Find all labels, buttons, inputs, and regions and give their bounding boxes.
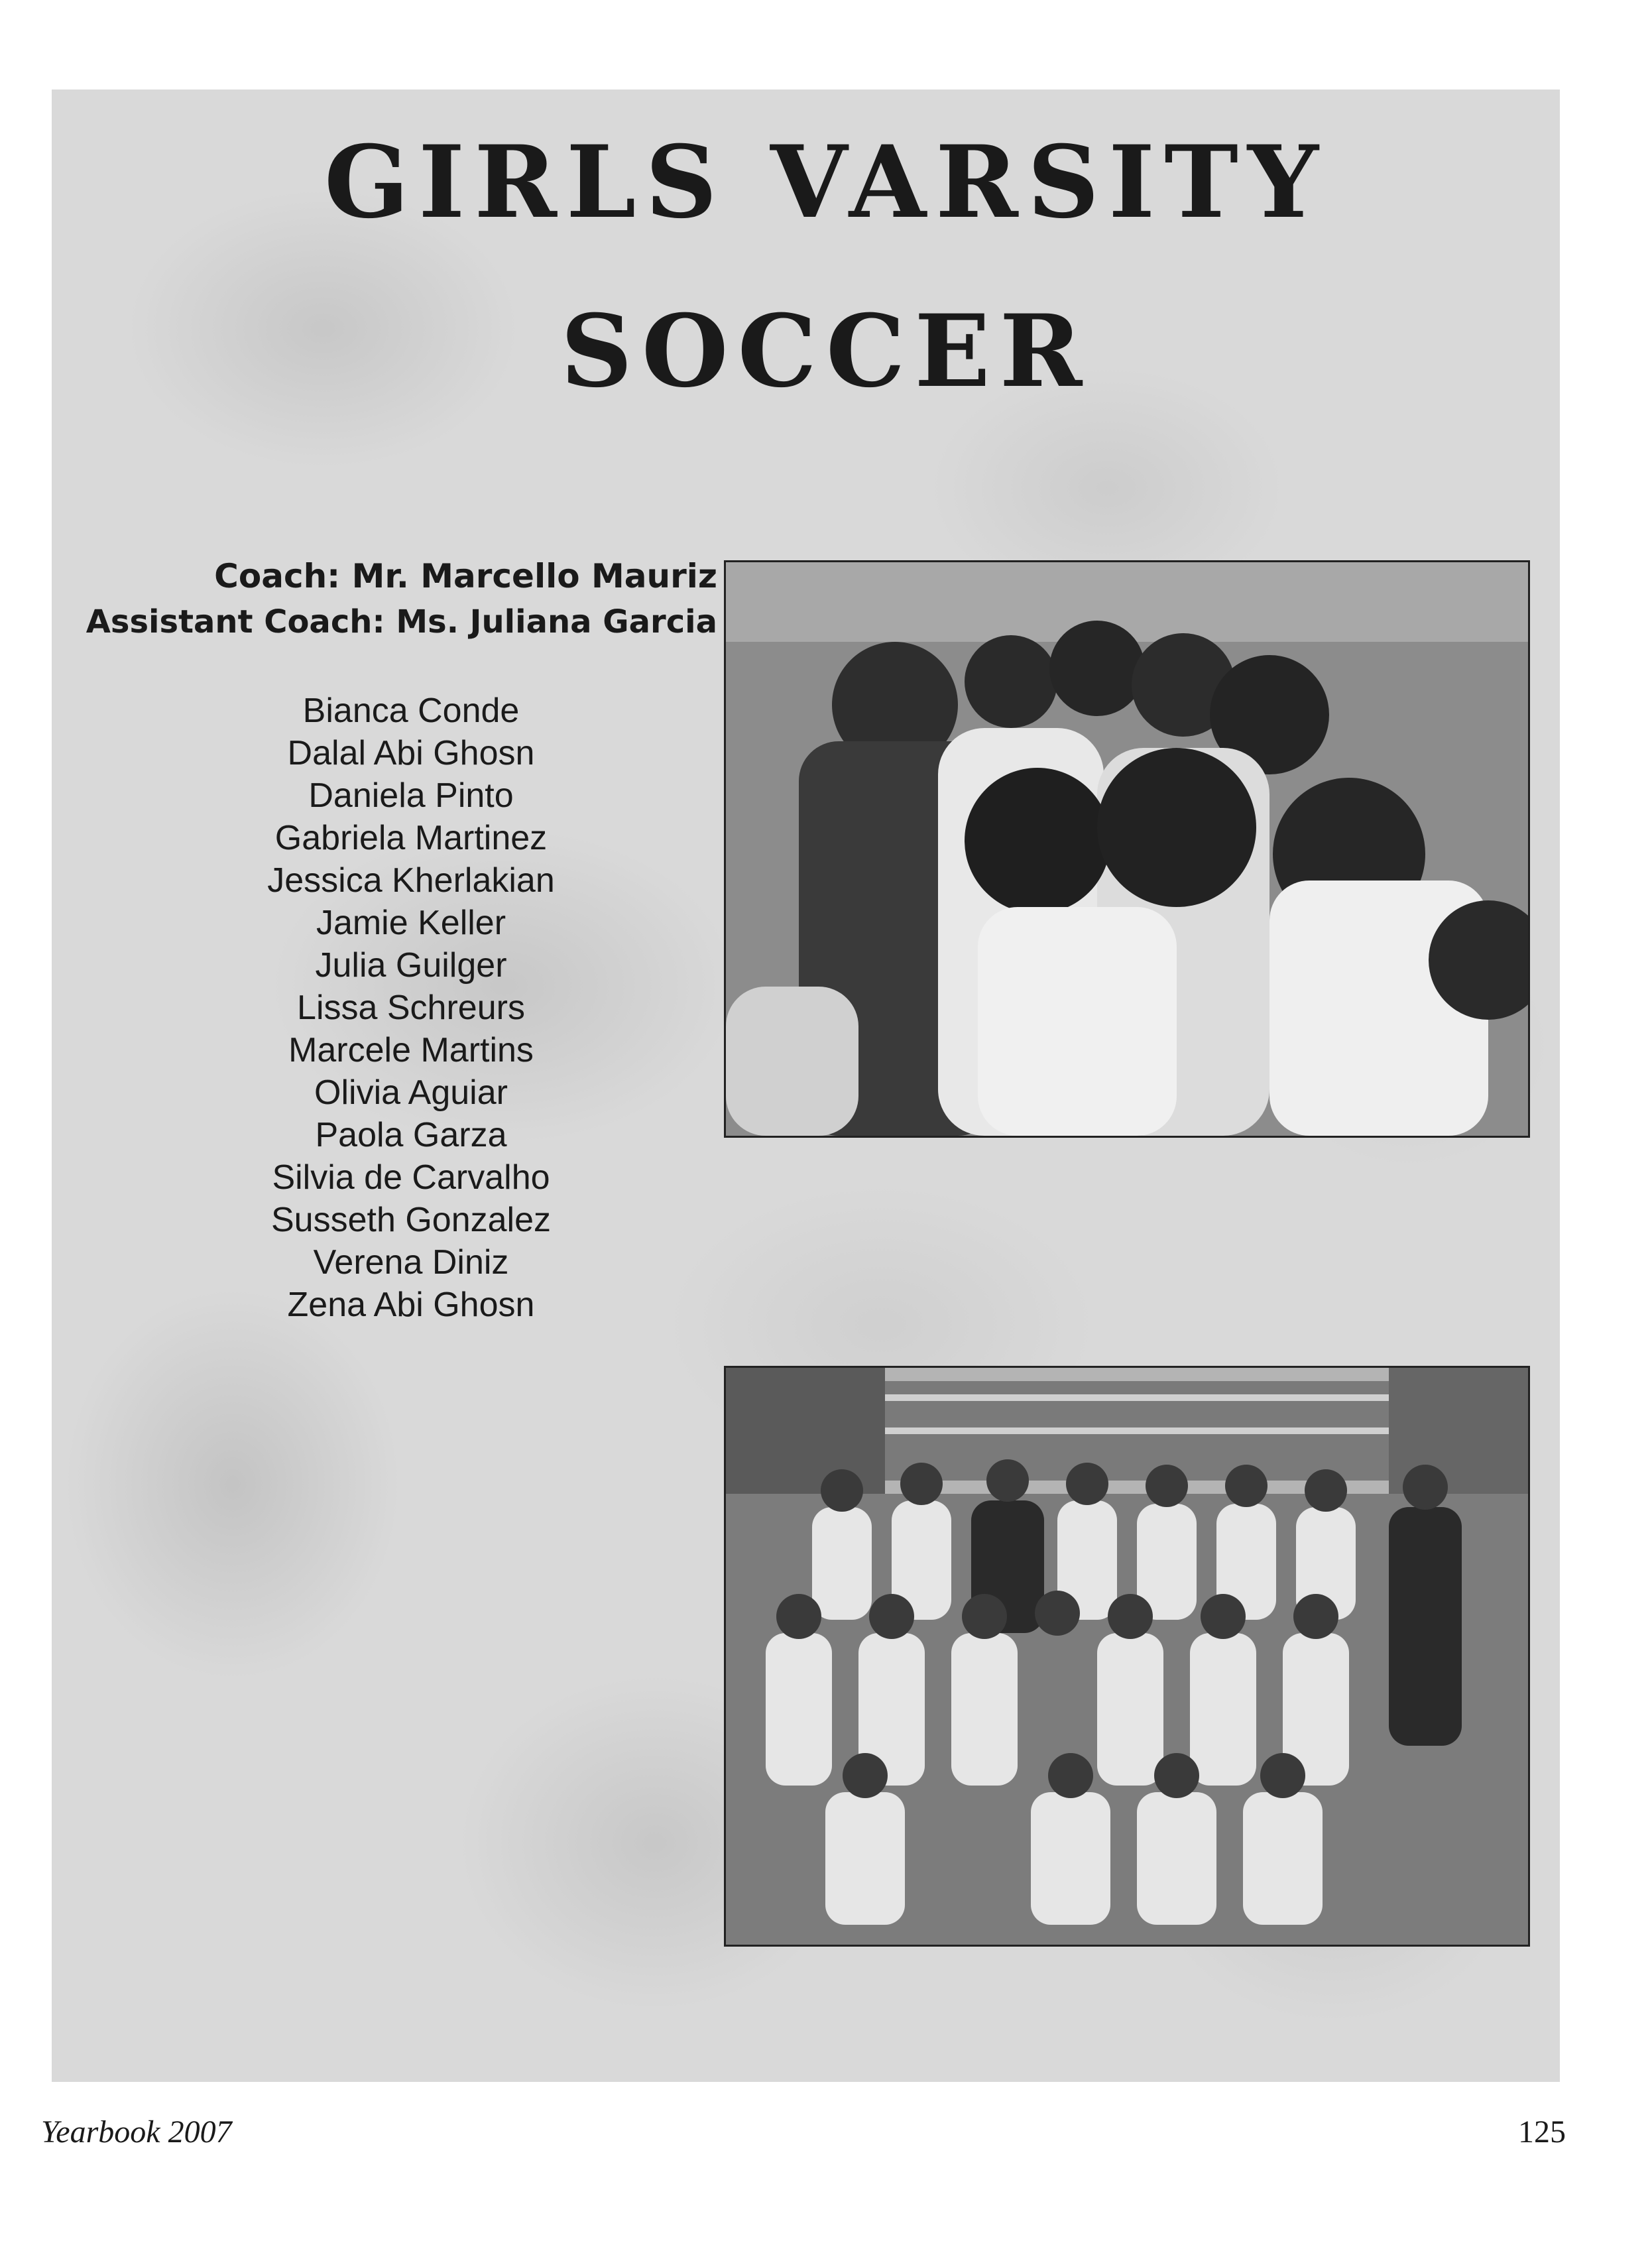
page-title-line-2: SOCCER (560, 293, 1092, 410)
team-group-photo-image (726, 1368, 1528, 1945)
yearbook-footer: Yearbook 2007 (41, 2114, 232, 2150)
roster-item: Jamie Keller (316, 904, 506, 942)
roster-item: Susseth Gonzalez (270, 1201, 552, 1239)
roster-item: Verena Diniz (313, 1243, 509, 1282)
roster-item: Paola Garza (315, 1116, 507, 1154)
coach-name: Coach: Mr. Marcello Mauriz (214, 557, 717, 595)
page-title-line-1: GIRLS VARSITY (324, 124, 1328, 241)
roster-item: Bianca Conde (302, 692, 520, 730)
team-group-photo (724, 1366, 1530, 1947)
roster-item: Daniela Pinto (308, 776, 514, 815)
roster-item: Zena Abi Ghosn (287, 1286, 535, 1324)
team-roster (219, 690, 603, 1326)
roster-item: Gabriela Martinez (274, 819, 548, 857)
roster-item: Olivia Aguiar (314, 1073, 508, 1112)
team-huddle-photo-image (726, 562, 1528, 1136)
assistant-coach-name: Assistant Coach: Ms. Juliana Garcia (86, 603, 717, 640)
page-number: 125 (1518, 2114, 1566, 2150)
roster-item: Silvia de Carvalho (272, 1158, 550, 1197)
roster-item: Julia Guilger (315, 946, 507, 985)
roster-item: Dalal Abi Ghosn (287, 734, 535, 772)
team-huddle-photo (724, 560, 1530, 1138)
roster-item: Lissa Schreurs (297, 989, 525, 1027)
roster-item: Marcele Martins (288, 1031, 534, 1069)
roster-item: Jessica Kherlakian (267, 861, 555, 900)
